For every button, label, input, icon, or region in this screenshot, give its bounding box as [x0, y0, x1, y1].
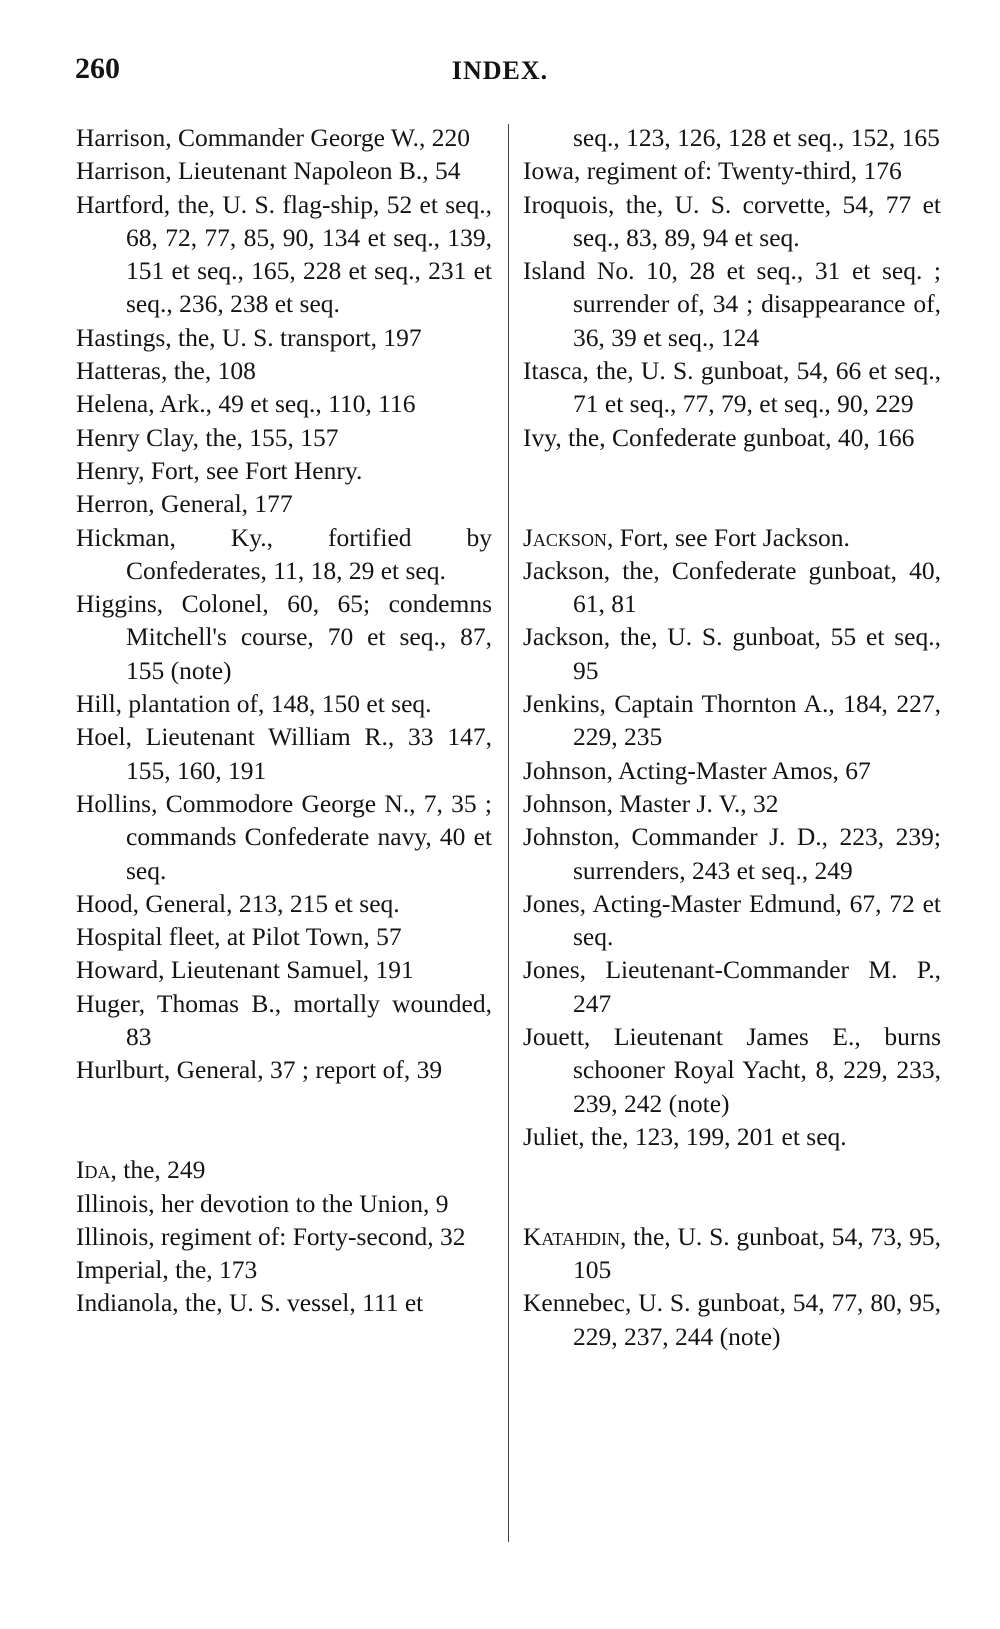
index-entry: Herron, General, 177 [76, 489, 293, 519]
index-entry: Hatteras, the, 108 [76, 356, 256, 386]
index-entry: Henry, Fort, see Fort Henry. [76, 455, 363, 485]
index-entry: Ivy, the, Confederate gunboat, 40, 166 [523, 422, 915, 452]
index-entry: Henry Clay, the, 155, 157 [76, 422, 339, 452]
index-entry: Jouett, Lieutenant James E., burns schooner Royal Yacht, 8, 229, 233, 239, 242 (note) [523, 1022, 941, 1118]
index-entry: Indianola, the, U. S. vessel, 111 et [76, 1288, 424, 1318]
index-entry: Hollins, Commodore George N., 7, 35 ; commands Confederate navy, 40 et seq. [76, 788, 492, 885]
index-entry: Ida, the, 249 [76, 1155, 206, 1185]
section-gap [76, 1087, 492, 1154]
index-entry: Johnston, Commander J. D., 223, 239; surrenders, 243 et seq., 249 [523, 822, 941, 885]
index-entry: Illinois, regiment of: Forty-second, 32 [76, 1221, 466, 1251]
index-entry: Jackson, the, U. S. gunboat, 55 et seq., 95 [523, 622, 941, 685]
index-entry: Jackson, the, Confederate gunboat, 40, 61, 81 [523, 555, 941, 619]
index-entry: Harrison, Commander George W., 220 [76, 123, 471, 152]
index-entry: Kennebec, U. S. gunboat, 54, 77, 80, 95, 229, 237, 244 (note) [523, 1288, 941, 1351]
index-entry: Harrison, Lieutenant Napoleon B., 54 [76, 156, 461, 186]
index-entry: Katahdin, the, U. S. gunboat, 54, 73, 95, 105 [523, 1221, 941, 1285]
index-entry: Hastings, the, U. S. transport, 197 [76, 322, 422, 352]
index-entry: Howard, Lieutenant Samuel, 191 [76, 955, 414, 985]
right-column [523, 121, 941, 1353]
index-entry: Hood, General, 213, 215 et seq. [76, 888, 400, 918]
index-entry: Juliet, the, 123, 199, 201 et seq. [523, 1121, 847, 1151]
column-divider [508, 124, 509, 1542]
index-entry: Iroquois, the, U. S. corvette, 54, 77 et seq., 83, 89, 94 et seq. [523, 189, 941, 252]
section-gap [523, 1153, 941, 1220]
index-entry: Iowa, regiment of: Twenty-third, 176 [523, 156, 902, 186]
index-entry: Hoel, Lieutenant William R., 33 147, 155, 160, 191 [76, 722, 492, 785]
running-title: INDEX. [451, 56, 549, 85]
index-entry: Jones, Acting-Master Edmund, 67, 72 et seq. [523, 888, 941, 952]
index-entry-continuation: seq., 123, 126, 128 et seq., 152, 165 [573, 123, 940, 152]
index-entry: Jackson, Fort, see Fort Jackson. [523, 522, 850, 552]
index-entry: Helena, Ark., 49 et seq., 110, 116 [76, 389, 416, 419]
section-gap [523, 454, 941, 521]
index-entry: Huger, Thomas B., mortally wounded, 83 [76, 988, 492, 1052]
index-entry: Higgins, Colonel, 60, 65; condemns Mitchell's course, 70 et seq., 87, 155 (note) [76, 589, 492, 685]
index-entry: Itasca, the, U. S. gunboat, 54, 66 et seq., 71 et seq., 77, 79, et seq., 90, 229 [523, 356, 941, 419]
index-entry: Jones, Lieutenant-Commander M. P., 247 [523, 955, 941, 1018]
index-entry: Hickman, Ky., fortified by Confederates, 11, 18, 29 et seq. [76, 522, 492, 585]
index-entry: Hartford, the, U. S. flag-ship, 52 et seq., 68, 72, 77, 85, 90, 134 et seq., 139, 151 et seq., 165, 228 et seq., 231 et seq., 236, 238 et seq. [76, 189, 492, 319]
index-entry: Johnson, Acting-Master Amos, 67 [523, 755, 871, 785]
index-entry: Illinois, her devotion to the Union, 9 [76, 1188, 449, 1218]
index-entry: Hill, plantation of, 148, 150 et seq. [76, 689, 432, 719]
index-entry: Hospital fleet, at Pilot Town, 57 [76, 922, 402, 952]
left-column [76, 121, 492, 1320]
index-entry: Johnson, Master J. V., 32 [523, 788, 779, 818]
index-entry: Jenkins, Captain Thornton A., 184, 227, 229, 235 [523, 689, 941, 752]
index-entry: Imperial, the, 173 [76, 1255, 258, 1285]
index-entry: Island No. 10, 28 et seq., 31 et seq. ; surrender of, 34 ; disappearance of, 36, 39 et seq., 124 [523, 256, 941, 352]
index-entry: Hurlburt, General, 37 ; report of, 39 [76, 1055, 443, 1085]
page-number: 260 [75, 52, 120, 85]
